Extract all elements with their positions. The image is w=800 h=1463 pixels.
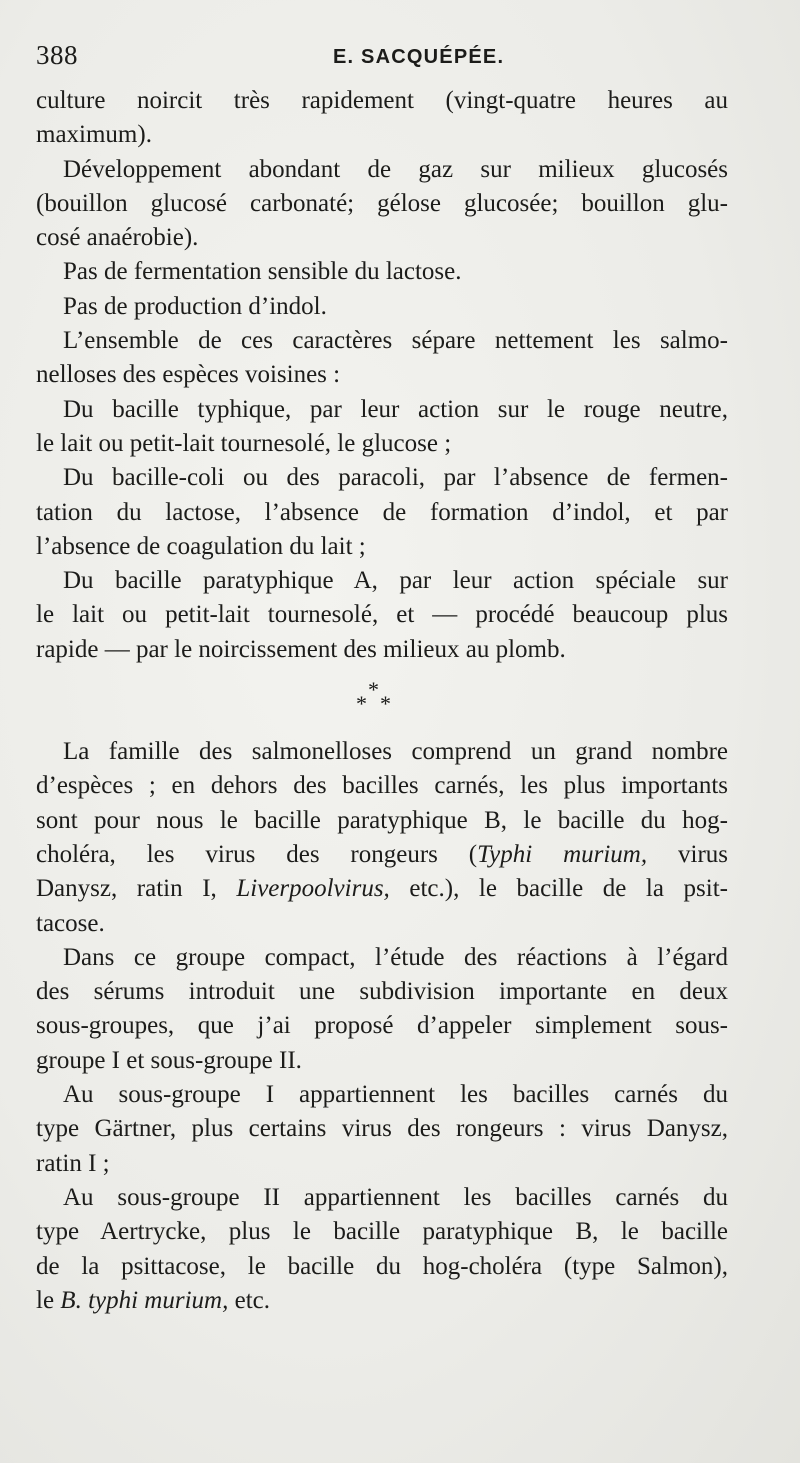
running-head: E. SACQUÉPÉE. (333, 46, 505, 68)
text-line: type Gärtner, plus certains virus des rongeurs : virus Danysz, (36, 1115, 728, 1143)
text-line: des sérums introduit une subdivision importante en deux (36, 978, 728, 1006)
text-line (36, 872, 728, 906)
text-segment: virus (647, 840, 729, 868)
text-segment: etc.), le bacille de la psit- (389, 875, 728, 903)
body-text (36, 84, 728, 1318)
text-line: Au sous-groupe I appartiennent les bacilles carnés du (63, 1081, 728, 1109)
text-line: (bouillon glucosé carbonaté; gélose glucosée; bouillon glu- (36, 189, 728, 217)
text-segment: etc. (228, 1286, 270, 1314)
text-line (36, 1284, 728, 1318)
asterism-star: * (380, 691, 391, 717)
text-line: Pas de fermentation sensible du lactose. (63, 258, 462, 286)
text-line: Pas de production d’indol. (63, 292, 327, 320)
text-line: cosé anaérobie). (36, 224, 199, 252)
text-line: tation du lactose, l’absence de formation d’indol, et par (36, 498, 728, 526)
text-line: de la psittacose, le bacille du hog-choléra (type Salmon), (36, 1252, 728, 1280)
text-line: type Aertrycke, plus le bacille paratyphique B, le bacille (36, 1218, 728, 1246)
text-segment: Danysz, ratin I, (36, 875, 237, 903)
text-segment: le (36, 1286, 61, 1314)
text-line: sont pour nous le bacille paratyphique B, le bacille du hog- (36, 806, 728, 834)
asterism-star: * (356, 691, 367, 717)
text-line: maximum). (36, 121, 152, 149)
text-line: tacose. (36, 909, 105, 937)
text-line: groupe I et sous-groupe II. (36, 1046, 302, 1074)
text-line: L’ensemble de ces caractères sépare nettement les salmo- (63, 327, 728, 355)
text-line: Dans ce groupe compact, l’étude des réactions à l’égard (63, 943, 728, 971)
page-number: 388 (36, 40, 78, 70)
text-line (36, 838, 728, 872)
italic-term: Typhi murium, (477, 840, 648, 868)
text-line: Développement abondant de gaz sur milieux glucosés (63, 155, 728, 183)
page-header (36, 40, 764, 74)
text-line: rapide — par le noircissement des milieux au plomb. (36, 635, 566, 663)
text-line: Du bacille-coli ou des paracoli, par l’absence de fermen- (63, 464, 728, 492)
section-asterism (36, 667, 728, 735)
text-line: Au sous-groupe II appartiennent les bacilles carnés du (63, 1183, 728, 1211)
text-line: culture noircit très rapidement (vingt-quatre heures au (36, 87, 728, 114)
text-line: sous-groupes, que j’ai proposé d’appeler simplement sous- (36, 1012, 728, 1040)
italic-term: Liverpoolvirus, (236, 875, 390, 903)
text-segment: choléra, les virus des rongeurs ( (36, 840, 478, 868)
text-line: Du bacille paratyphique A, par leur action spéciale sur (63, 567, 728, 595)
text-line: nelloses des espèces voisines : (36, 361, 341, 389)
text-line: le lait ou petit-lait tournesolé, le glucose ; (36, 429, 452, 457)
text-line: ratin I ; (36, 1149, 110, 1177)
italic-term: B. typhi murium, (60, 1286, 229, 1314)
text-line: Du bacille typhique, par leur action sur le rouge neutre, (63, 395, 728, 423)
text-line: d’espèces ; en dehors des bacilles carnés, les plus importants (36, 772, 728, 800)
text-line: La famille des salmonelloses comprend un grand nombre (63, 738, 728, 766)
text-line: l’absence de coagulation du lait ; (36, 532, 366, 560)
text-line: le lait ou petit-lait tournesolé, et — procédé beaucoup plus (36, 601, 728, 629)
asterism-star: * (368, 677, 379, 703)
